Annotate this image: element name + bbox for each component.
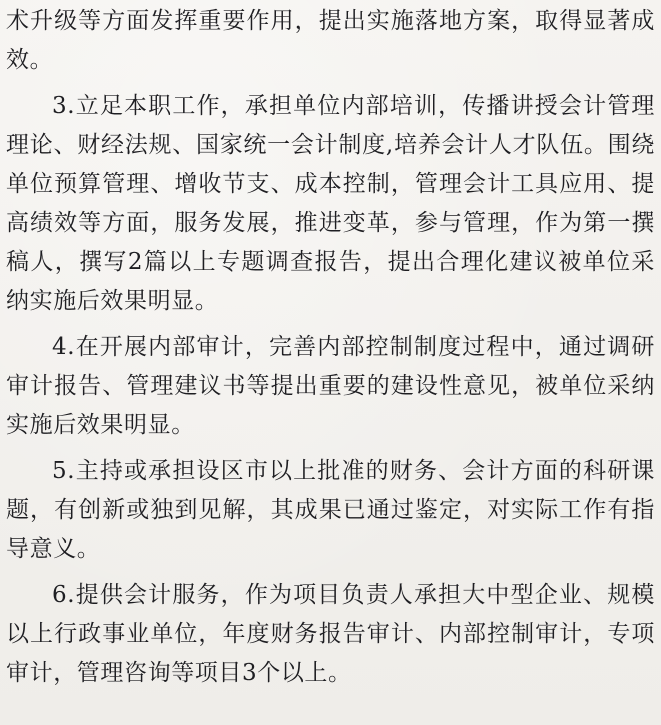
paragraph-gap [6, 80, 655, 87]
paragraph-gap [6, 321, 655, 328]
paragraph-item-5: 5.主持或承担设区市以上批准的财务、会计方面的科研课题，有创新或独到见解，其成果已通过鉴定，对实际工作有指导意义。 [6, 458, 655, 562]
paragraph-item-6: 6.提供会计服务，作为项目负责人承担大中型企业、规模以上行政事业单位，年度财务报告审计、内部控制审计，专项审计，管理咨询等项目3个以上。 [6, 582, 655, 686]
paragraph-gap [6, 569, 655, 576]
paragraph-continuation: 术升级等方面发挥重要作用，提出实施落地方案，取得显著成效。 [6, 8, 655, 73]
paragraph-item-4: 4.在开展内部审计，完善内部控制制度过程中，通过调研审计报告、管理建议书等提出重要的建设性意见，被单位采纳实施后效果明显。 [6, 334, 655, 438]
paragraph-item-3: 3.立足本职工作，承担单位内部培训，传播讲授会计管理理论、财经法规、国家统一会计制度,培养会计人才队伍。围绕单位预算管理、增收节支、成本控制，管理会计工具应用、提高绩效等方面，服务发展，推进变革，参与管理，作为第一撰稿人，撰写2篇以上专题调查报告，提出合理化建议被单位采纳实施后效果明显。 [6, 93, 655, 314]
paragraph-gap [6, 445, 655, 452]
